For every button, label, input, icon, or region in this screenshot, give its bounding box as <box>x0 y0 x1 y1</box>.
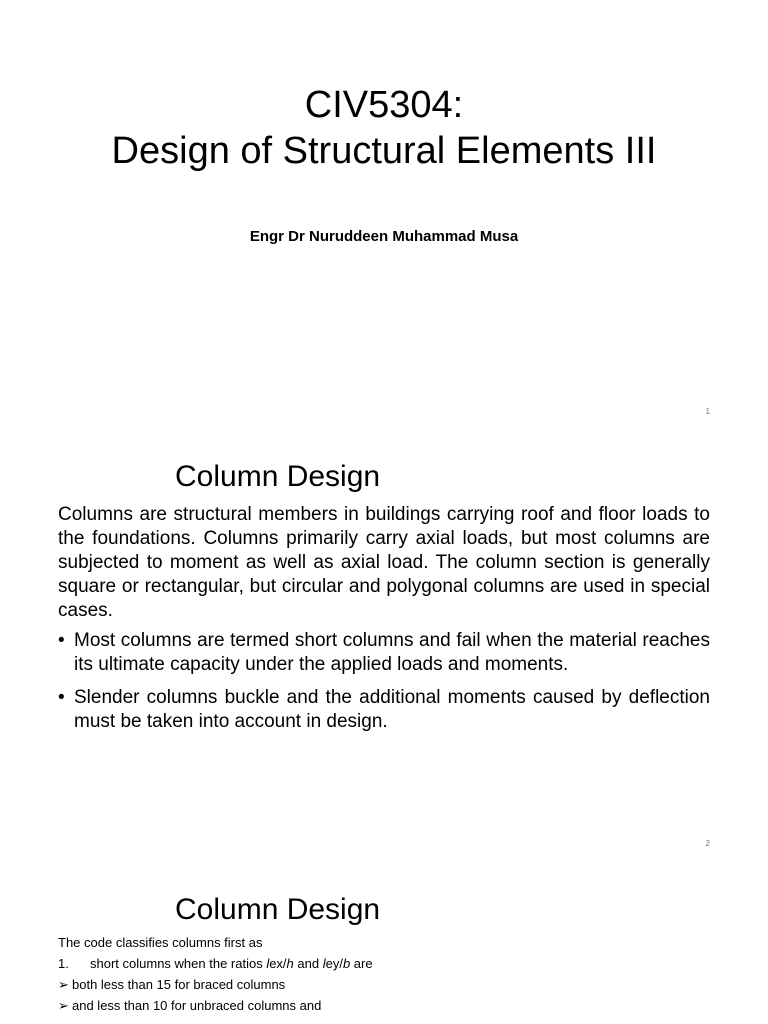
symbol-b: b <box>342 956 351 971</box>
page-number: 1 <box>705 407 710 416</box>
symbol-h: h <box>286 956 294 971</box>
slide-3 <box>0 866 768 1024</box>
arrow-bullet-icon: ➢ <box>58 977 69 992</box>
item-text: are <box>350 956 373 971</box>
sub-item-text: both less than 15 for braced columns <box>72 977 286 992</box>
intro-line: The code classifies columns first as <box>58 935 263 950</box>
bullet-icon: • <box>58 687 65 708</box>
slide-title: Column Design <box>175 460 381 493</box>
sub-item <box>58 995 718 1016</box>
course-code: CIV5304: <box>304 84 464 126</box>
intro-paragraph: Columns are structural members in buildings carrying roof and floor loads to the foundations. Columns primarily carry axial loads, but most columns are subjected to moment as well as axial load. The column section is generally square or rectangular, but circular and polygonal columns are used in special cases. <box>58 504 710 621</box>
slide-title: Column Design <box>175 893 381 926</box>
item-text: short columns when the ratios <box>90 956 267 971</box>
list-item <box>58 953 718 974</box>
bullet-text: Slender columns buckle and the additional moments caused by deflection must be taken into account in design. <box>74 687 710 732</box>
course-title <box>0 82 768 174</box>
slide-body <box>58 932 718 1016</box>
list-item <box>58 686 710 734</box>
bullet-icon: • <box>58 630 65 651</box>
bullet-text: Most columns are termed short columns and fail when the material reaches its ultimate capacity under the applied loads and moments. <box>74 630 710 675</box>
slide-body <box>58 503 710 743</box>
symbol-l: l <box>266 956 270 971</box>
bullet-list <box>58 629 710 734</box>
symbol-ex: ex/ <box>269 956 287 971</box>
item-text: and <box>293 956 323 971</box>
course-name: Design of Structural Elements III <box>111 130 657 172</box>
symbol-ey: ey/ <box>325 956 343 971</box>
slide-2 <box>0 433 768 866</box>
arrow-bullet-icon: ➢ <box>58 998 69 1013</box>
symbol-l: l <box>322 956 326 971</box>
slide-1 <box>0 0 768 433</box>
list-item <box>58 629 710 677</box>
sub-item-text: and less than 10 for unbraced columns and <box>72 998 322 1013</box>
author-name: Engr Dr Nuruddeen Muhammad Musa <box>249 228 519 245</box>
item-number: 1. <box>58 956 69 971</box>
page-number: 2 <box>705 839 710 848</box>
sub-item <box>58 974 718 995</box>
